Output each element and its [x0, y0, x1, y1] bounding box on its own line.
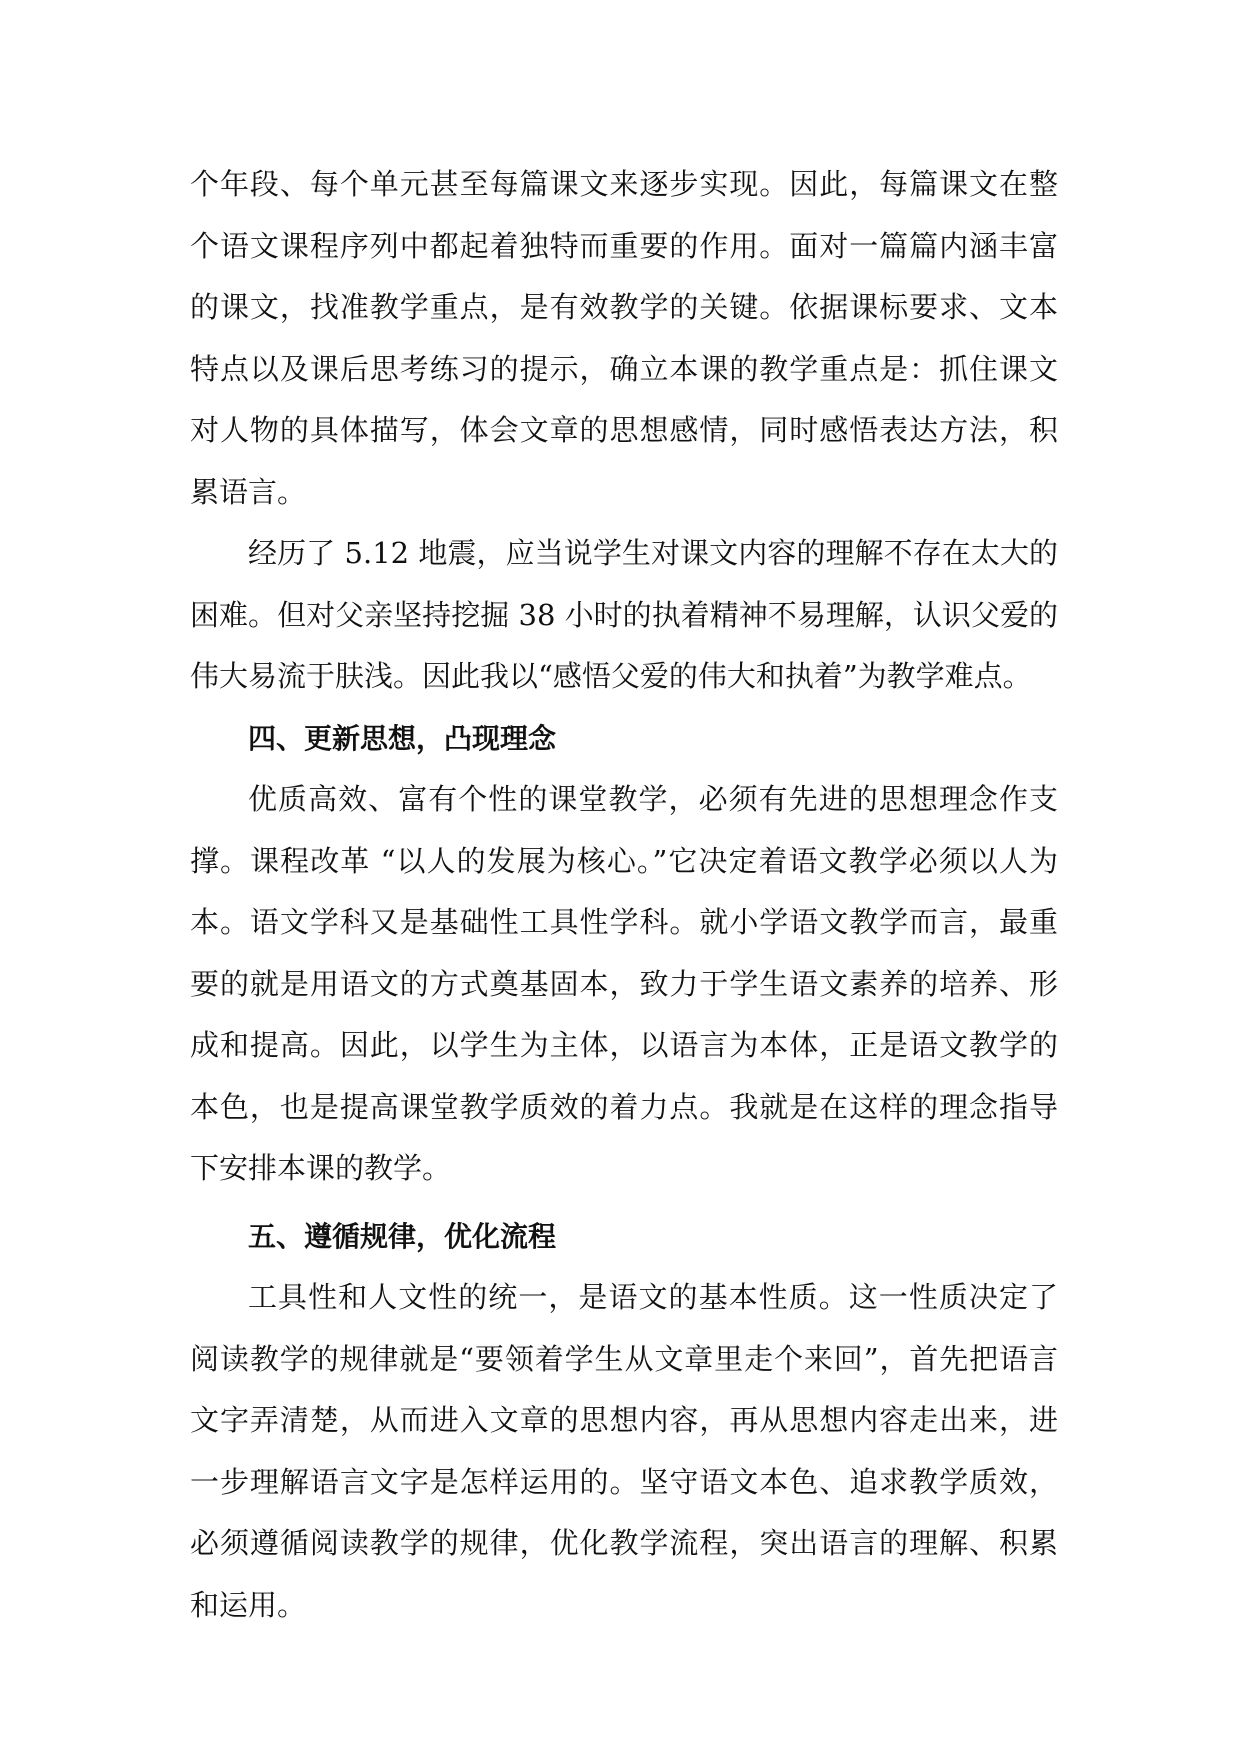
paragraph-teaching-process: 工具性和人文性的统一，是语文的基本性质。这一性质决定了阅读教学的规律就是“要领着学生从文章里走个来回”，首先把语言文字弄清楚，从而进入文章的思想内容，再从思想内容走出来，进一步理解语言文字是怎样运用的。坚守语文本色、追求教学质效，必须遵循阅读教学的规律，优化教学流程，突出语言的理解、积累和运用。	[190, 1280, 1058, 1622]
paragraph-teaching-philosophy: 优质高效、富有个性的课堂教学，必须有先进的思想理念作支撑。课程改革 “以人的发展为核心。”它决定着语文教学必须以人为本。语文学科又是基础性工具性学科。就小学语文教学而言，最重要的就是用语文的方式奠基固本，致力于学生语文素养的培养、形成和提高。因此，以学生为主体，以语言为本体，正是语文教学的本色，也是提高课堂教学质效的着力点。我就是在这样的理念指导下安排本课的教学。	[190, 782, 1058, 1185]
section-heading-five: 五、遵循规律，优化流程	[248, 1219, 557, 1253]
paragraph-teaching-difficulty: 经历了 5.12 地震，应当说学生对课文内容的理解不存在太大的困难。但对父亲坚持挖掘 38 小时的执着精神不易理解，认识父爱的伟大易流于肤浅。因此我以“感悟父爱的伟大和执着”为教学难点。	[190, 536, 1058, 693]
section-heading-four: 四、更新思想，凸现理念	[248, 721, 557, 755]
paragraph-teaching-focus: 个年段、每个单元甚至每篇课文来逐步实现。因此，每篇课文在整个语文课程序列中都起着独特而重要的作用。面对一篇篇内涵丰富的课文，找准教学重点，是有效教学的关键。依据课标要求、文本特点以及课后思考练习的提示，确立本课的教学重点是：抓住课文对人物的具体描写，体会文章的思想感情，同时感悟表达方法，积累语言。	[190, 167, 1058, 509]
document-body	[190, 154, 1058, 1636]
